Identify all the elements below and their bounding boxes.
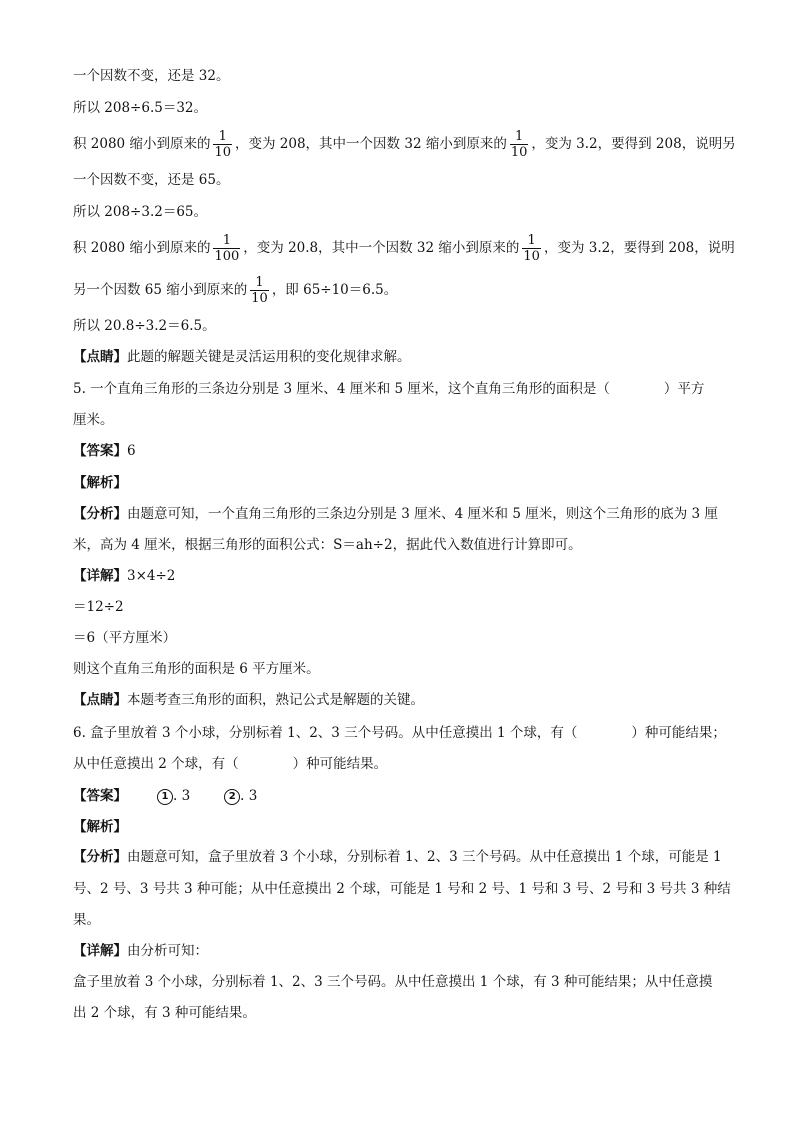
p4-line-8: 所以 20.8÷3.2＝6.5。 xyxy=(73,318,216,334)
text: 积 2080 缩小到原来的 xyxy=(73,240,211,256)
text: ，变为 3.2，要得到 208，说明 xyxy=(543,240,735,256)
q5-xiangjie xyxy=(73,566,175,586)
q6-fenxi-3: 果。 xyxy=(73,912,100,928)
text: 6. 盒子里放着 3 个小球，分别标着 1、2、3 三个号码。从中任意摸出 1 个球，有（ xyxy=(73,725,578,741)
text: ）种可能结果； xyxy=(631,725,726,741)
dianjing-tag: 【点睛】 xyxy=(73,349,127,365)
text: ）种可能结果。 xyxy=(292,756,388,772)
numerator: 1 xyxy=(218,129,227,144)
fraction xyxy=(510,129,529,160)
q6-detail-1: 盒子里放着 3 个小球，分别标着 1、2、3 三个号码。从中任意摸出 1 个球，有 3 种可能结果；从中任意摸 xyxy=(73,974,713,990)
answer-value: 6 xyxy=(127,443,136,459)
q5-question-line-1 xyxy=(73,379,704,399)
text: ）平方 xyxy=(663,381,705,397)
fraction xyxy=(213,233,240,264)
q5-conclusion: 则这个直角三角形的面积是 6 平方厘米。 xyxy=(73,661,320,677)
fraction xyxy=(213,129,232,160)
q5-fenxi-1 xyxy=(73,504,718,524)
fraction xyxy=(522,233,541,264)
q6-fenxi-2: 号、2 号、3 号共 3 种可能；从中任意摸出 2 个球，可能是 1 号和 2 号、1 号和 3 号、2 号和 3 号共 3 种结 xyxy=(73,881,731,897)
text: 由题意可知，盒子里放着 3 个小球，分别标着 1、2、3 三个号码。从中任意摸出 1 个球，可能是 1 xyxy=(127,849,722,865)
text: ，变为 208，其中一个因数 32 缩小到原来的 xyxy=(235,136,507,152)
fenxi-tag: 【分析】 xyxy=(73,506,127,522)
p4-line-2: 所以 208÷6.5＝32。 xyxy=(73,100,208,116)
q6-question-line-2 xyxy=(73,754,387,774)
circled-number-2: 2 xyxy=(224,789,240,805)
denominator: 100 xyxy=(214,249,240,264)
text: 由题意可知，一个直角三角形的三条边分别是 3 厘米、4 厘米和 5 厘米，则这个三角形的底为 3 厘 xyxy=(127,506,718,522)
answer-1: . 3 xyxy=(173,788,191,804)
text: ，变为 20.8，其中一个因数 32 缩小到原来的 xyxy=(243,240,520,256)
circled-number-1: 1 xyxy=(157,789,173,805)
q5-step-3: ＝6（平方厘米） xyxy=(73,630,177,646)
q6-question-line-1 xyxy=(73,723,726,743)
q5-jiexi xyxy=(73,473,127,493)
q6-fenxi-1 xyxy=(73,847,722,867)
answer-tag: 【答案】 xyxy=(73,443,127,459)
q5-step-2: ＝12÷2 xyxy=(73,599,124,615)
q5-question-line-2: 厘米。 xyxy=(73,412,114,428)
jiexi-tag: 【解析】 xyxy=(73,819,127,835)
text: 另一个因数 65 缩小到原来的 xyxy=(73,282,248,298)
dianjing-text: 此题的解题关键是灵活运用积的变化规律求解。 xyxy=(127,349,411,365)
q6-answer xyxy=(73,786,257,806)
p4-line-3 xyxy=(73,126,736,162)
numerator: 1 xyxy=(222,233,231,248)
xiangjie-tag: 【详解】 xyxy=(73,943,127,959)
text: 积 2080 缩小到原来的 xyxy=(73,136,211,152)
fraction xyxy=(250,275,269,306)
numerator: 1 xyxy=(527,233,536,248)
p4-dianjing xyxy=(73,347,411,367)
q6-detail-2: 出 2 个球，有 3 种可能结果。 xyxy=(73,1005,256,1021)
answer-2: . 3 xyxy=(240,788,258,804)
p4-line-5: 所以 208÷3.2＝65。 xyxy=(73,204,208,220)
q6-xiangjie xyxy=(73,941,208,961)
denominator: 10 xyxy=(251,291,268,306)
p4-line-4: 一个因数不变，还是 65。 xyxy=(73,172,230,188)
xiangjie-tag: 【详解】 xyxy=(73,568,127,584)
text: ，即 65÷10＝6.5。 xyxy=(271,282,398,298)
jiexi-tag: 【解析】 xyxy=(73,475,127,491)
text: 5. 一个直角三角形的三条边分别是 3 厘米、4 厘米和 5 厘米，这个直角三角形的面积是（ xyxy=(73,381,610,397)
text: 从中任意摸出 2 个球，有（ xyxy=(73,756,239,772)
p4-line-6 xyxy=(73,230,735,266)
text: 3×4÷2 xyxy=(127,568,176,584)
denominator: 10 xyxy=(523,249,540,264)
text: 由分析可知： xyxy=(127,943,208,959)
numerator: 1 xyxy=(255,275,264,290)
q5-dianjing xyxy=(73,690,424,710)
p4-line-1: 一个因数不变，还是 32。 xyxy=(73,68,230,84)
text: ，变为 3.2，要得到 208，说明另 xyxy=(531,136,736,152)
denominator: 10 xyxy=(214,145,231,160)
q6-jiexi xyxy=(73,817,127,837)
numerator: 1 xyxy=(514,129,524,144)
answer-tag: 【答案】 xyxy=(73,788,127,804)
dianjing-tag: 【点睛】 xyxy=(73,692,127,708)
p4-line-7 xyxy=(73,272,397,308)
dianjing-text: 本题考查三角形的面积，熟记公式是解题的关键。 xyxy=(127,692,424,708)
fenxi-tag: 【分析】 xyxy=(73,849,127,865)
denominator: 10 xyxy=(510,145,528,160)
q5-answer xyxy=(73,441,136,461)
q5-fenxi-2: 米，高为 4 厘米，根据三角形的面积公式：S＝ah÷2，据此代入数值进行计算即可。 xyxy=(73,537,582,553)
